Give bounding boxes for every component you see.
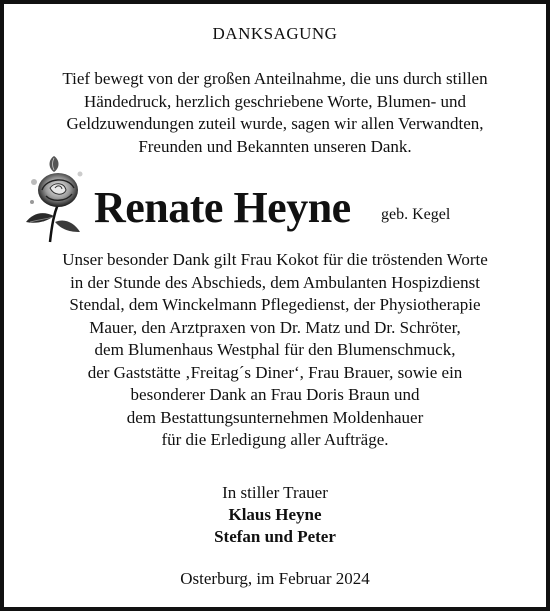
thanks-paragraph bbox=[4, 249, 546, 452]
thanks-line: dem Blumenhaus Westphal für den Blumenschmuck, bbox=[94, 340, 456, 359]
intro-paragraph bbox=[4, 68, 546, 158]
thanks-line: dem Bestattungsunternehmen Moldenhauer bbox=[126, 407, 424, 427]
thanks-line: Unser besonder Dank gilt Frau Kokot für die tröstenden Worte bbox=[62, 250, 488, 269]
intro-line: Tief bewegt von der großen Anteilnahme, die uns durch stillen bbox=[62, 69, 488, 88]
thanks-line: Stendal, dem Winckelmann Pflegedienst, der Physiotherapie bbox=[69, 295, 481, 314]
thanks-line: Mauer, den Arztpraxen von Dr. Matz und Dr. Schröter, bbox=[89, 317, 461, 337]
deceased-name: Renate Heyne bbox=[94, 183, 351, 232]
birth-name: geb. Kegel bbox=[381, 206, 451, 223]
intro-line: Händedruck, herzlich geschriebene Worte, Blumen- und bbox=[83, 91, 467, 111]
thanks-line: für die Erledigung aller Aufträge. bbox=[161, 430, 389, 449]
thanks-line: in der Stunde des Abschieds, dem Ambulanten Hospizdienst bbox=[70, 272, 480, 292]
mourning-intro: In stiller Trauer bbox=[222, 483, 328, 502]
heading: DANKSAGUNG bbox=[212, 24, 338, 43]
intro-line: Freunden und Bekannten unseren Dank. bbox=[138, 136, 412, 156]
intro-line: Geldzuwendungen zuteil wurde, sagen wir allen Verwandten, bbox=[66, 114, 484, 133]
mourner-name: Klaus Heyne bbox=[228, 505, 322, 524]
mourner-name: Stefan und Peter bbox=[214, 527, 336, 546]
thanks-line: besonderer Dank an Frau Doris Braun und bbox=[130, 385, 420, 404]
mourning-block bbox=[4, 482, 546, 548]
place-date: Osterburg, im Februar 2024 bbox=[180, 569, 370, 588]
thanks-line: der Gaststätte ‚Freitag´s Diner‘, Frau Brauer, sowie ein bbox=[87, 362, 463, 382]
rose-icon bbox=[24, 152, 88, 244]
